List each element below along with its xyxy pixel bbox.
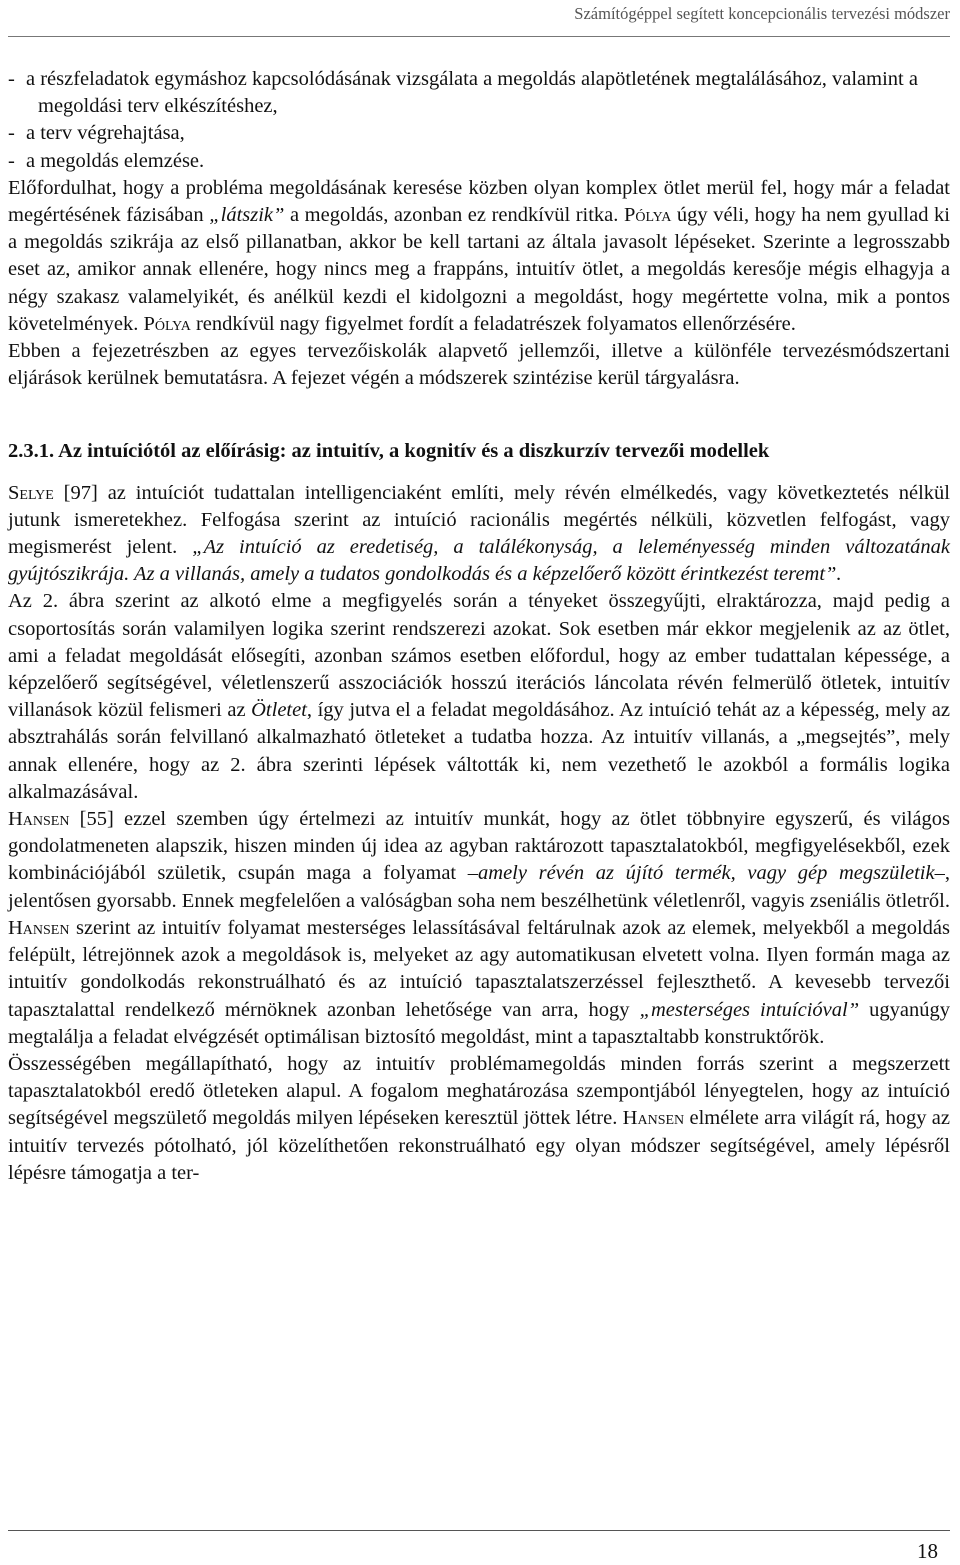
author-name: Hansen xyxy=(622,1107,685,1130)
list-dash: - xyxy=(8,122,15,145)
text-span: , jelentősen gyorsabb. Ennek megfelelően a valóságban soha nem beszélhetünk véletlenről, vagyis zseniális ötletről. xyxy=(8,862,950,912)
emphasis-text: Ötletet xyxy=(251,699,307,722)
text-span: rendkívül nagy figyelmet fordít a feladatrészek folyamatos ellenőrzésére. xyxy=(190,312,796,335)
text-span: úgy véli, hogy ha nem gyullad ki a megoldás szikrája az első pillanatban, akkor be kell tartani az általa javasolt lépéseket. Szerinte a legrosszabb eset az, amikor annak ellenére, hogy nincs meg a frappáns, intuitív ötlet, a megoldás keresője mégis elhagyja a négy szakasz valamelyikét, és anélkül kezdi el kidolgozni a megoldást, hogy megértette volna, mik a pontos követelmények. xyxy=(8,204,950,335)
list-dash: - xyxy=(8,149,15,172)
list-item-text: a részfeladatok egymáshoz kapcsolódásának vizsgálata a megoldás alapötletének megtalálásához, valamint a megoldási terv elkészítéshez, xyxy=(26,68,918,118)
list-item-text: a terv végrehajtása, xyxy=(26,122,185,145)
author-name: Hansen xyxy=(8,808,70,831)
paragraph-summary xyxy=(8,1051,950,1187)
section-title: Az intuíciótól az előírásig: az intuitív, a kognitív és a diszkurzív tervezői modellek xyxy=(58,440,770,463)
text-span: a megoldás, azonban ez rendkívül ritka. xyxy=(284,204,624,227)
author-name: Pólya xyxy=(143,312,191,335)
emphasis-text: „mesterséges intuícióval” xyxy=(639,998,860,1021)
author-name: Selye xyxy=(8,481,54,504)
list-item xyxy=(8,66,950,120)
list-dash: - xyxy=(8,68,15,90)
text-span: Előfordulhat, hogy a probléma megoldásának keresése közben olyan komplex ötlet merül fel, hogy már a feladat megértésének fázisában xyxy=(8,176,950,227)
text-span: ugyanúgy megtalálja a feladat elvégzését optimálisan biztosító megoldást, mint a tapasztaltabb konstruktőrök. xyxy=(8,998,950,1048)
text-span: Összességében megállapítható, hogy az intuitív problémamegoldás minden forrás szerint a megszerzett tapasztalatokból eredő ötleteken alapul. A fogalom meghatározása szempontjából lényegtelen, hogy az intuíció segítségével megszülető megoldás milyen lépéseken keresztül jöttek létre. xyxy=(8,1052,950,1130)
text-span: Az 2. ábra szerint az alkotó elme a megfigyelés során a tényeket összegyűjti, elraktározza, majd pedig a csoportosítás során valamilyen logika szerint rendszerezi azokat. Sok esetben már ekkor megjelenik az az ötlet, ami a feladat megoldását elősegíti, azonban számos esetben előfordul, hogy az ember tudattalan képessége, a képzelőerő segítségével, véletlenszerű asszociációk hosszú iterációs láncolata révén felmerülő ötletek, intuitív villanások közül felismeri az xyxy=(8,590,950,722)
list-item xyxy=(8,148,950,175)
text-span: szerint az intuitív folyamat mesterséges lelassításával feltárulnak azok az elemek, melyekből a megoldás felépült, létrejönnek azok a megoldások is, melyeket az agy automatikusan elvetett volna. Ilyen formán maga az intuitív gondolkodás rekonstruálható és az intuíció tapasztalatszerzéssel fejleszthető. A kevesebb tervezői tapasztalattal rendelkező mérnöknek azonban lehetősége van arra, hogy xyxy=(8,916,950,1021)
paragraph-chapter-intro: Ebben a fejezetrészben az egyes tervezőiskolák alapvető jellemzői, illetve a különféle tervezésmódszertani eljárások kerülnek bemutatásra. A fejezet végén a módszerek szintézise kerül tárgyalásra. xyxy=(8,340,950,390)
list-item-text: a megoldás elemzése. xyxy=(26,149,205,172)
emphasis-text: –amely révén az újító termék, vagy gép megszületik– xyxy=(467,862,945,885)
paragraph-hansen xyxy=(8,806,950,1051)
quote-text: „Az intuíció az eredetiség, a találékonyság, a leleményesség minden változatának gyújtószikrája. Az a villanás, amely a tudatos gondolkodás és a képzelőerő között érintkezést teremt”. xyxy=(8,536,950,586)
paragraph-polya xyxy=(8,175,950,338)
section-number: 2.3.1. xyxy=(8,440,55,463)
header-divider xyxy=(8,36,950,37)
list-item xyxy=(8,120,950,147)
text-span: elmélete arra világít rá, hogy az intuitív tervezés pótolható, jól közelíthetően rekonstruálható egy olyan módszer segítségével, amely lépésről lépésre támogatja a ter- xyxy=(8,1107,950,1184)
running-header: Számítógéppel segített koncepcionális tervezési módszer xyxy=(574,4,950,23)
footer-divider xyxy=(8,1530,950,1531)
emphasis-text: „látszik” xyxy=(209,204,285,227)
paragraph-selye xyxy=(8,480,950,589)
text-span: [55] ezzel szemben úgy értelmezi az intuitív munkát, hogy az ötlet többnyire egyszerű, és világos gondolatmeneten alapszik, hiszen minden új idea az agyban raktározott tapasztalatokból, megfigyelésekből, ezek kombinációjából születik, csupán maga a folyamat xyxy=(8,808,950,885)
author-name: Pólya xyxy=(623,204,672,227)
text-span: , így jutva el a feladat megoldásához. Az intuíció tehát az a képesség, mely az absztrahálás során felvillanó alkalmazható ötleteket a tudatba hozza. Az intuitív villanás, a „megsejtés”, mely annak ellenére, hogy az 2. ábra szerinti lépések váltották ki, nem vezethető le azokból a formális logika alkalmazásával. xyxy=(8,699,950,803)
text-span: [97] az intuíciót tudattalan intelligenciaként említi, mely révén elmélkedés, vagy következtetés nélkül jutunk ismeretekhez. Felfogása szerint az intuíció racionális megértés nélküli, közvetlen felfogást, vagy megismerést jelent. xyxy=(8,481,950,559)
author-name: Hansen xyxy=(8,916,70,939)
page-body xyxy=(8,66,950,1187)
section-heading xyxy=(8,438,950,465)
page-number: 18 xyxy=(917,1539,938,1563)
paragraph-figure-2 xyxy=(8,588,950,806)
